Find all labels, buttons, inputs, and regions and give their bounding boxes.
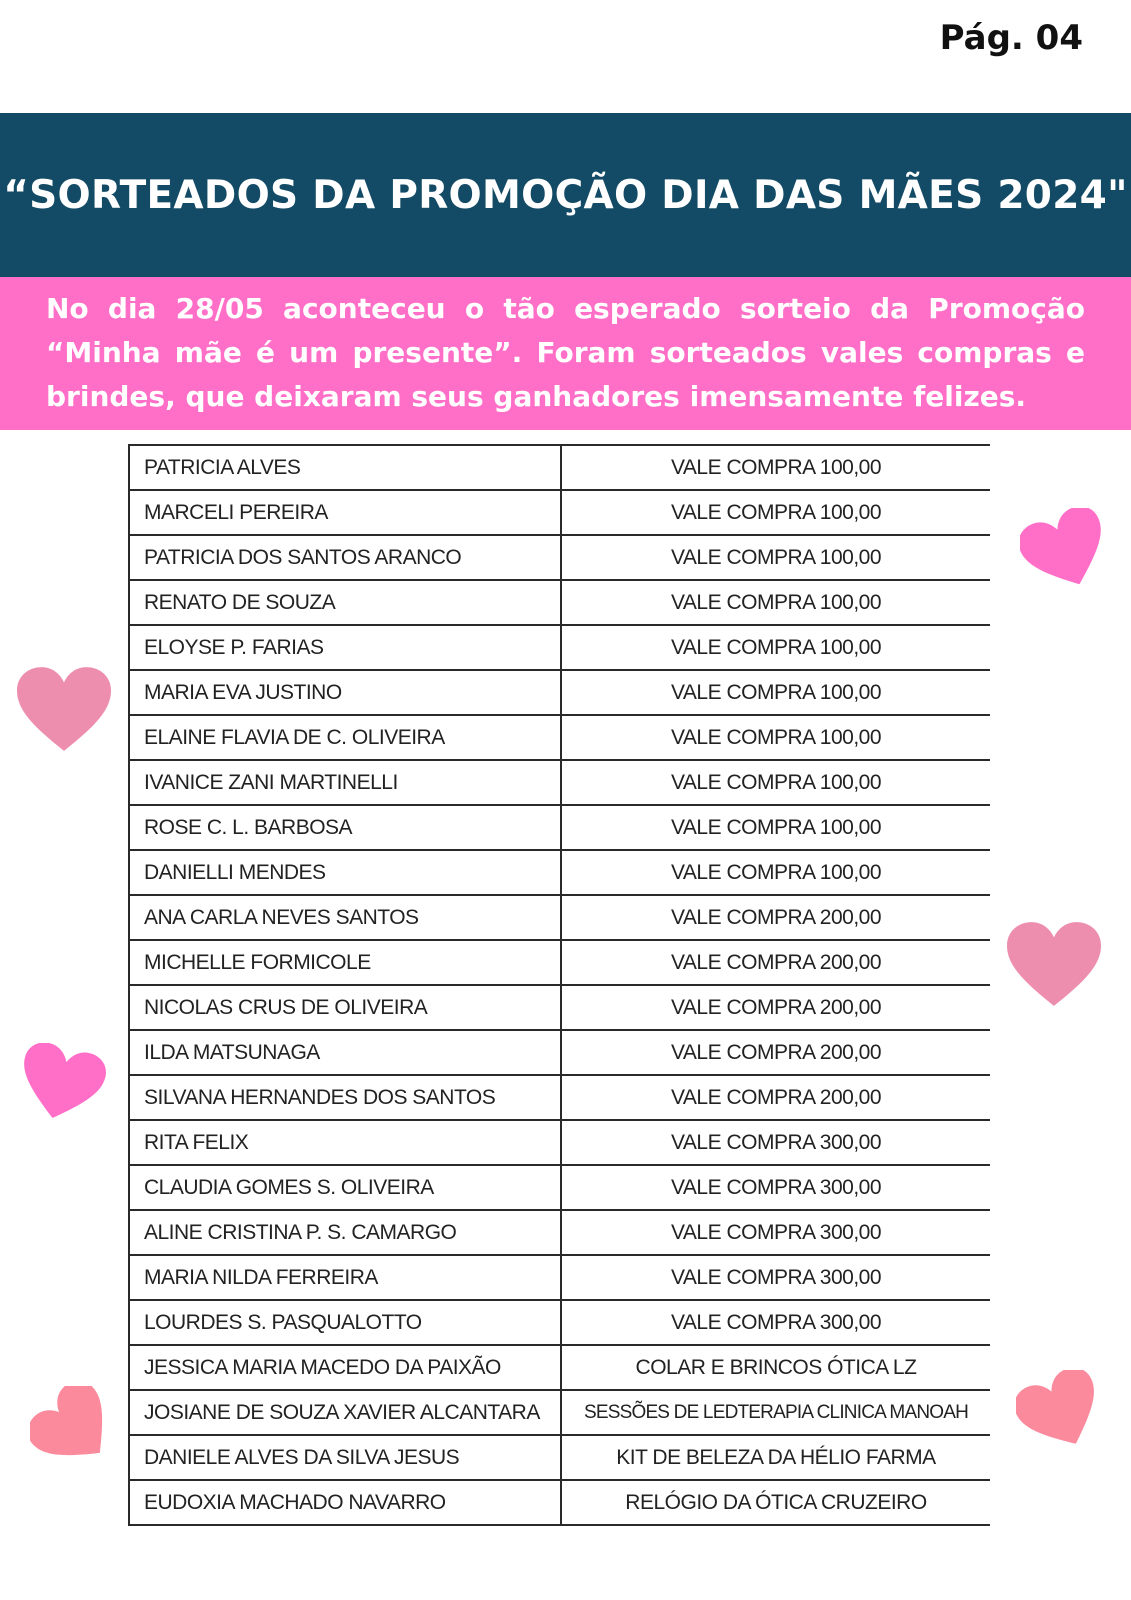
table-row [129, 760, 990, 805]
table-row [129, 1390, 990, 1435]
winner-name: CLAUDIA GOMES S. OLIVEIRA [129, 1165, 561, 1210]
winners-table-body [129, 445, 990, 1525]
table-row [129, 580, 990, 625]
table-row [129, 805, 990, 850]
table-row [129, 1480, 990, 1525]
winner-prize: VALE COMPRA 100,00 [561, 445, 990, 490]
heart-icon [1002, 918, 1106, 1010]
heart-icon [16, 1043, 106, 1125]
winner-prize: VALE COMPRA 100,00 [561, 760, 990, 805]
winner-prize: VALE COMPRA 200,00 [561, 985, 990, 1030]
winner-prize: COLAR E BRINCOS ÓTICA LZ [561, 1345, 990, 1390]
winner-name: MARIA NILDA FERREIRA [129, 1255, 561, 1300]
page-number: Pág. 04 [939, 18, 1083, 58]
heart-icon [1020, 508, 1112, 594]
winner-name: IVANICE ZANI MARTINELLI [129, 760, 561, 805]
table-row [129, 535, 990, 580]
winner-prize: VALE COMPRA 100,00 [561, 625, 990, 670]
winner-name: PATRICIA ALVES [129, 445, 561, 490]
table-row [129, 1075, 990, 1120]
winner-prize: KIT DE BELEZA DA HÉLIO FARMA [561, 1435, 990, 1480]
title-band [0, 113, 1131, 277]
winner-name: ANA CARLA NEVES SANTOS [129, 895, 561, 940]
winner-name: ROSE C. L. BARBOSA [129, 805, 561, 850]
winner-prize: VALE COMPRA 200,00 [561, 1075, 990, 1120]
winner-prize: VALE COMPRA 100,00 [561, 670, 990, 715]
page-title: “SORTEADOS DA PROMOÇÃO DIA DAS MÃES 2024" [3, 172, 1128, 218]
table-row [129, 940, 990, 985]
table-row [129, 985, 990, 1030]
winner-prize: SESSÕES DE LEDTERAPIA CLINICA MANOAH [561, 1390, 990, 1435]
table-row [129, 1030, 990, 1075]
winner-name: MARIA EVA JUSTINO [129, 670, 561, 715]
winner-prize: VALE COMPRA 100,00 [561, 715, 990, 760]
winner-name: EUDOXIA MACHADO NAVARRO [129, 1480, 561, 1525]
winner-name: MARCELI PEREIRA [129, 490, 561, 535]
winner-prize: VALE COMPRA 200,00 [561, 895, 990, 940]
table-row [129, 1165, 990, 1210]
table-row [129, 715, 990, 760]
winner-prize: VALE COMPRA 100,00 [561, 850, 990, 895]
winner-prize: RELÓGIO DA ÓTICA CRUZEIRO [561, 1480, 990, 1525]
heart-icon [30, 1386, 120, 1470]
table-row [129, 1345, 990, 1390]
winner-name: NICOLAS CRUS DE OLIVEIRA [129, 985, 561, 1030]
intro-text: No dia 28/05 aconteceu o tão esperado sorteio da Promoção “Minha mãe é um presente”. Foram sorteados vales compras e brindes, que deixaram seus ganhadores imensamente felizes. [46, 292, 1085, 413]
winner-prize: VALE COMPRA 300,00 [561, 1255, 990, 1300]
table-row [129, 1435, 990, 1480]
table-row [129, 670, 990, 715]
winner-name: JESSICA MARIA MACEDO DA PAIXÃO [129, 1345, 561, 1390]
winner-prize: VALE COMPRA 100,00 [561, 805, 990, 850]
winner-prize: VALE COMPRA 300,00 [561, 1300, 990, 1345]
winner-name: ELAINE FLAVIA DE C. OLIVEIRA [129, 715, 561, 760]
table-row [129, 895, 990, 940]
winner-name: ALINE CRISTINA P. S. CAMARGO [129, 1210, 561, 1255]
table-row [129, 1120, 990, 1165]
winner-prize: VALE COMPRA 300,00 [561, 1120, 990, 1165]
winner-prize: VALE COMPRA 200,00 [561, 940, 990, 985]
table-row [129, 625, 990, 670]
winner-name: PATRICIA DOS SANTOS ARANCO [129, 535, 561, 580]
table-row [129, 1255, 990, 1300]
table-row [129, 490, 990, 535]
winner-name: DANIELLI MENDES [129, 850, 561, 895]
heart-icon [1016, 1370, 1106, 1454]
winner-name: LOURDES S. PASQUALOTTO [129, 1300, 561, 1345]
heart-icon [12, 663, 116, 755]
winner-name: JOSIANE DE SOUZA XAVIER ALCANTARA [129, 1390, 561, 1435]
intro-band [0, 277, 1131, 430]
winner-name: MICHELLE FORMICOLE [129, 940, 561, 985]
table-row [129, 1300, 990, 1345]
winner-name: RITA FELIX [129, 1120, 561, 1165]
winner-name: SILVANA HERNANDES DOS SANTOS [129, 1075, 561, 1120]
winner-name: DANIELE ALVES DA SILVA JESUS [129, 1435, 561, 1480]
table-row [129, 1210, 990, 1255]
winner-prize: VALE COMPRA 300,00 [561, 1165, 990, 1210]
winner-prize: VALE COMPRA 300,00 [561, 1210, 990, 1255]
winners-table [128, 444, 990, 1526]
winner-prize: VALE COMPRA 100,00 [561, 535, 990, 580]
winner-name: ILDA MATSUNAGA [129, 1030, 561, 1075]
table-row [129, 445, 990, 490]
winner-prize: VALE COMPRA 200,00 [561, 1030, 990, 1075]
winner-name: RENATO DE SOUZA [129, 580, 561, 625]
winner-prize: VALE COMPRA 100,00 [561, 490, 990, 535]
winner-prize: VALE COMPRA 100,00 [561, 580, 990, 625]
table-row [129, 850, 990, 895]
winner-name: ELOYSE P. FARIAS [129, 625, 561, 670]
